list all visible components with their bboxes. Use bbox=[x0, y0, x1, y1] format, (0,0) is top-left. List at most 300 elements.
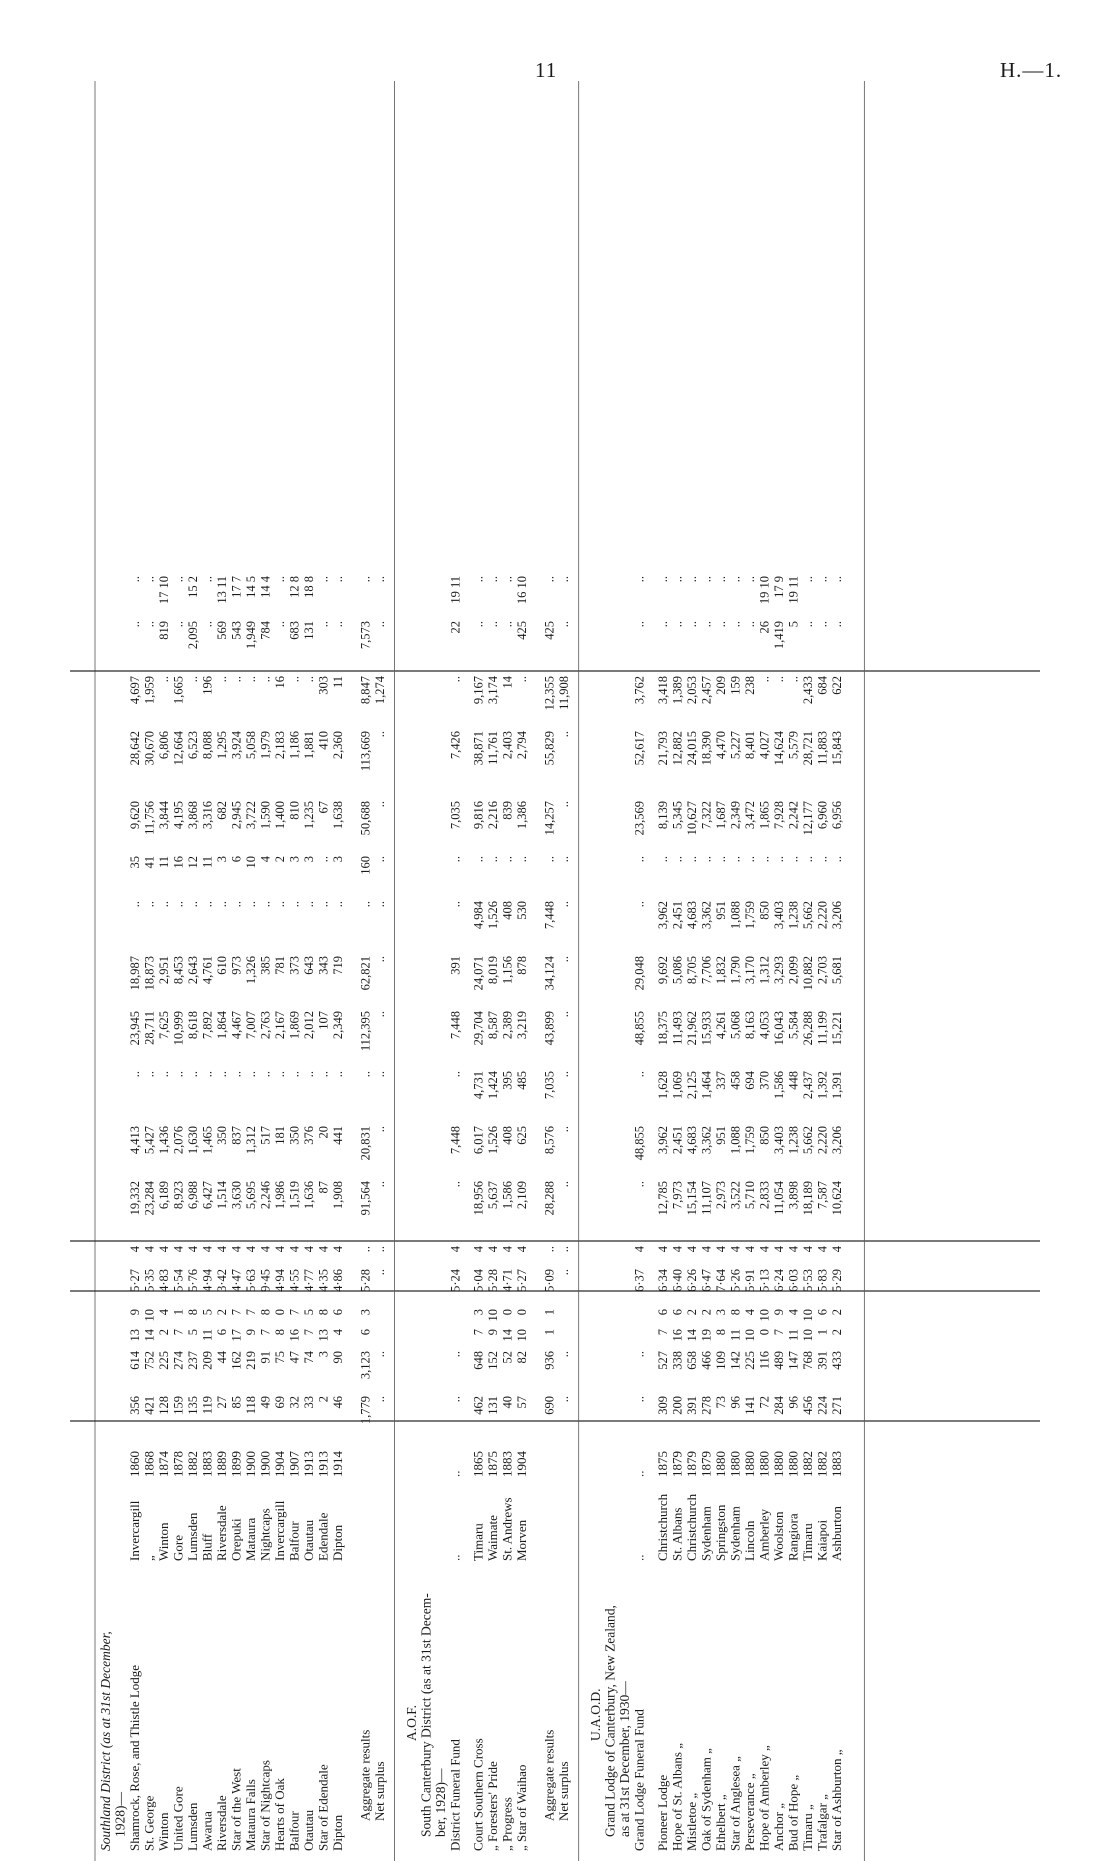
cell-value: 4 bbox=[771, 1246, 786, 1253]
row-name: Pioneer Lodge bbox=[654, 1774, 670, 1851]
cell-value: 18,956 bbox=[471, 1181, 486, 1216]
cell-value: .. bbox=[557, 856, 572, 863]
cell-value: 3,174 bbox=[486, 676, 501, 705]
cell-value: .. bbox=[542, 576, 557, 583]
cell-value: 6·47 bbox=[699, 1269, 714, 1292]
cell-value: 141 bbox=[742, 1396, 757, 1415]
cell-value: .. bbox=[728, 856, 743, 863]
row-year: 1880 bbox=[741, 1451, 757, 1477]
cell-value: .. bbox=[229, 1071, 244, 1078]
section-title: as at 31st December, 1930— bbox=[617, 1681, 633, 1837]
statistics-table bbox=[0, 81, 1040, 1861]
cell-value: 6·26 bbox=[684, 1269, 699, 1292]
row-place: St. Andrews bbox=[499, 1497, 515, 1561]
cell-value: .. bbox=[128, 1071, 142, 1078]
cell-value: 6 bbox=[229, 856, 244, 863]
cell-value: 33 bbox=[302, 1396, 316, 1409]
cell-value: 90 bbox=[331, 1351, 345, 1364]
row-year: 1913 bbox=[315, 1451, 331, 1477]
cell-value: 28,721 bbox=[800, 731, 815, 766]
cell-value: .. bbox=[358, 901, 373, 908]
cell-value: 6,427 bbox=[200, 1181, 215, 1210]
cell-value: 1,636 bbox=[302, 1181, 316, 1210]
cell-value: 752 bbox=[142, 1351, 157, 1370]
cell-value: 91 bbox=[258, 1351, 273, 1364]
cell-value: .. bbox=[373, 1269, 388, 1276]
cell-value: 1,949 bbox=[244, 621, 258, 650]
cell-value: 5,710 bbox=[742, 1181, 757, 1210]
cell-value: .. bbox=[670, 576, 685, 583]
cell-value: 128 bbox=[157, 1396, 171, 1415]
cell-value: 527 bbox=[655, 1351, 670, 1370]
rotated-table-container bbox=[0, 81, 1040, 1861]
row-place: Sydenham bbox=[727, 1506, 743, 1561]
cell-value: 1,881 bbox=[302, 731, 316, 760]
cell-value: 48,855 bbox=[632, 1126, 647, 1161]
cell-value: 1,464 bbox=[699, 1071, 714, 1100]
cell-value: 19,332 bbox=[128, 1181, 142, 1216]
cell-value: .. bbox=[331, 901, 345, 908]
cell-value: .. bbox=[200, 576, 215, 583]
cell-value: 850 bbox=[757, 1126, 772, 1145]
cell-value: .. bbox=[655, 621, 670, 628]
cell-value: 694 bbox=[742, 1071, 757, 1090]
cell-value: 4 bbox=[273, 1246, 287, 1253]
cell-value: 5 bbox=[786, 621, 801, 628]
cell-value: 271 bbox=[829, 1396, 844, 1415]
cell-value: 421 bbox=[142, 1396, 157, 1415]
cell-value: 7,587 bbox=[815, 1181, 830, 1210]
cell-value: .. bbox=[273, 901, 287, 908]
cell-value: 11 bbox=[786, 1329, 801, 1342]
cell-value: 3,844 bbox=[157, 801, 171, 830]
row-place: Orepuki bbox=[228, 1518, 244, 1561]
cell-value: .. bbox=[771, 676, 786, 683]
cell-value: 4 bbox=[258, 1246, 273, 1253]
cell-value: 9 bbox=[244, 1329, 258, 1336]
cell-value: 5·63 bbox=[244, 1269, 258, 1292]
cell-value: 4·47 bbox=[229, 1269, 244, 1292]
section-title: 1928)— bbox=[112, 1792, 128, 1837]
cell-value: 433 bbox=[829, 1351, 844, 1370]
cell-value: 5·24 bbox=[448, 1269, 463, 1292]
cell-value: 11 bbox=[331, 676, 345, 689]
cell-value: 12 bbox=[186, 856, 200, 869]
cell-value: 27 bbox=[215, 1396, 229, 1409]
cell-value: 1,392 bbox=[815, 1071, 830, 1100]
cell-value: 1,586 bbox=[771, 1071, 786, 1100]
cell-value: .. bbox=[215, 676, 229, 683]
row-year: 1889 bbox=[214, 1451, 229, 1477]
row-place: Springston bbox=[712, 1504, 728, 1561]
cell-value: .. bbox=[557, 801, 572, 808]
cell-value: 15,154 bbox=[684, 1181, 699, 1216]
row-place: Rangiora bbox=[785, 1513, 801, 1561]
cell-value: 142 bbox=[728, 1351, 743, 1370]
cell-value: 3,722 bbox=[244, 801, 258, 830]
cell-value: 11,756 bbox=[142, 801, 157, 835]
cell-value: 7,035 bbox=[448, 801, 463, 830]
cell-value: 1,908 bbox=[331, 1181, 345, 1210]
cell-value: 1,864 bbox=[215, 1011, 229, 1040]
row-year: 1883 bbox=[199, 1451, 215, 1477]
row-name: Star of the West bbox=[228, 1768, 244, 1851]
cell-value: .. bbox=[258, 1071, 273, 1078]
cell-value: 4,761 bbox=[200, 956, 215, 985]
cell-value: 1,088 bbox=[728, 1126, 743, 1155]
cell-value: 8,923 bbox=[171, 1181, 186, 1210]
cell-value: 109 bbox=[713, 1351, 728, 1370]
cell-value: 4,261 bbox=[713, 1011, 728, 1040]
cell-value: .. bbox=[670, 856, 685, 863]
cell-value: 0 bbox=[757, 1329, 772, 1336]
cell-value: .. bbox=[632, 1181, 647, 1188]
row-year: 1879 bbox=[698, 1451, 714, 1477]
cell-value: 1,069 bbox=[670, 1071, 685, 1100]
cell-value: 1,436 bbox=[157, 1126, 171, 1155]
cell-value: 16 bbox=[287, 1329, 302, 1342]
cell-value: 19 11 bbox=[448, 576, 463, 604]
row-year: 1880 bbox=[785, 1451, 801, 1477]
cell-value: 2,076 bbox=[171, 1126, 186, 1155]
cell-value: .. bbox=[373, 901, 388, 908]
cell-value: 5,662 bbox=[800, 901, 815, 930]
cell-value: 441 bbox=[331, 1126, 345, 1145]
cell-value: 2,389 bbox=[500, 1011, 515, 1040]
cell-value: 26,288 bbox=[800, 1011, 815, 1046]
cell-value: .. bbox=[128, 901, 142, 908]
cell-value: 4 bbox=[287, 1246, 302, 1253]
cell-value: 10,624 bbox=[829, 1181, 844, 1216]
row-name: Star of Edendale bbox=[315, 1764, 331, 1851]
cell-value: 1,526 bbox=[486, 901, 501, 930]
cell-value: 181 bbox=[273, 1126, 287, 1145]
cell-value: 28,288 bbox=[542, 1181, 557, 1216]
cell-value: 10 bbox=[742, 1329, 757, 1342]
cell-value: 28,642 bbox=[128, 731, 142, 766]
cell-value: 8,019 bbox=[486, 956, 501, 985]
row-name: „ Star of Waihao bbox=[514, 1764, 530, 1851]
cell-value: 7,625 bbox=[157, 1011, 171, 1040]
cell-value: 9 bbox=[771, 1309, 786, 1316]
row-name: Mataura Falls bbox=[243, 1779, 258, 1851]
cell-value: .. bbox=[373, 1071, 388, 1078]
cell-value: 376 bbox=[302, 1126, 316, 1145]
cell-value: 3·42 bbox=[215, 1269, 229, 1292]
cell-value: 82 bbox=[515, 1351, 530, 1364]
cell-value: 3,762 bbox=[632, 676, 647, 705]
row-year: 1865 bbox=[470, 1451, 486, 1477]
row-year: 1868 bbox=[141, 1451, 157, 1477]
row-place: Timaru bbox=[470, 1523, 486, 1561]
row-name: Otautau bbox=[301, 1809, 316, 1851]
cell-value: 11 bbox=[728, 1329, 743, 1342]
cell-value: 5,058 bbox=[244, 731, 258, 760]
cell-value: .. bbox=[373, 1011, 388, 1018]
cell-value: 6 bbox=[331, 1309, 345, 1316]
cell-value: 28,711 bbox=[142, 1011, 157, 1045]
cell-value: 4 bbox=[699, 1246, 714, 1253]
cell-value: .. bbox=[486, 621, 501, 628]
cell-value: 75 bbox=[273, 1351, 287, 1364]
cell-value: 2 bbox=[829, 1309, 844, 1316]
cell-value: .. bbox=[200, 1071, 215, 1078]
cell-value: 350 bbox=[215, 1126, 229, 1145]
cell-value: 38,871 bbox=[471, 731, 486, 766]
cell-value: .. bbox=[728, 576, 743, 583]
cell-value: 425 bbox=[515, 621, 530, 640]
cell-value: 408 bbox=[500, 1126, 515, 1145]
cell-value: 35 bbox=[128, 856, 142, 869]
cell-value: 10 bbox=[800, 1329, 815, 1342]
row-name: United Gore bbox=[170, 1786, 186, 1851]
cell-value: 14,624 bbox=[771, 731, 786, 766]
cell-value: 2,403 bbox=[500, 731, 515, 760]
cell-value: 4,467 bbox=[229, 1011, 244, 1040]
cell-value: 219 bbox=[244, 1351, 258, 1370]
cell-value: 517 bbox=[258, 1126, 273, 1145]
cell-value: .. bbox=[684, 621, 699, 628]
cell-value: 410 bbox=[316, 731, 331, 750]
cell-value: 2,109 bbox=[515, 1181, 530, 1210]
cell-value: 131 bbox=[302, 621, 316, 640]
cell-value: 385 bbox=[258, 956, 273, 975]
row-name: St. George bbox=[141, 1795, 157, 1851]
cell-value: .. bbox=[829, 856, 844, 863]
cell-value: 2,099 bbox=[786, 956, 801, 985]
row-year: 1904 bbox=[272, 1451, 287, 1477]
cell-value: 356 bbox=[128, 1396, 142, 1415]
cell-value: 2,643 bbox=[186, 956, 200, 985]
cell-value: .. bbox=[157, 676, 171, 683]
cell-value: 52 bbox=[500, 1351, 515, 1364]
cell-value: 5,681 bbox=[829, 956, 844, 985]
cell-value: .. bbox=[142, 1071, 157, 1078]
cell-value: 395 bbox=[500, 1071, 515, 1090]
cell-value: 135 bbox=[186, 1396, 200, 1415]
cell-value: 4,027 bbox=[757, 731, 772, 760]
row-place: St. Albans bbox=[669, 1507, 685, 1561]
cell-value: 72 bbox=[757, 1396, 772, 1409]
cell-value: .. bbox=[486, 576, 501, 583]
row-name: Star of Ashburton „ bbox=[828, 1749, 844, 1851]
cell-value: 5·53 bbox=[800, 1269, 815, 1292]
cell-value: 0 bbox=[273, 1309, 287, 1316]
cell-value: 6·24 bbox=[771, 1269, 786, 1292]
cell-value: .. bbox=[331, 1071, 345, 1078]
cell-value: 10 bbox=[244, 856, 258, 869]
cell-value: .. bbox=[448, 676, 463, 683]
cell-value: 209 bbox=[713, 676, 728, 695]
cell-value: 17 7 bbox=[229, 576, 244, 598]
cell-value: .. bbox=[171, 576, 186, 583]
row-place: Amberley bbox=[756, 1509, 772, 1561]
cell-value: 2,794 bbox=[515, 731, 530, 760]
cell-value: 15,843 bbox=[829, 731, 844, 766]
cell-value: 458 bbox=[728, 1071, 743, 1090]
row-place: Invercargill bbox=[272, 1500, 287, 1561]
cell-value: .. bbox=[316, 856, 331, 863]
cell-value: 1,759 bbox=[742, 901, 757, 930]
cell-value: .. bbox=[742, 621, 757, 628]
cell-value: 1,389 bbox=[670, 676, 685, 705]
cell-value: 3,403 bbox=[771, 1126, 786, 1155]
row-place: Mataura bbox=[243, 1517, 258, 1561]
row-year: 1913 bbox=[301, 1451, 316, 1477]
cell-value: 784 bbox=[258, 621, 273, 640]
cell-value: 5 bbox=[186, 1329, 200, 1336]
cell-value: 34,124 bbox=[542, 956, 557, 991]
cell-value: 1,586 bbox=[500, 1181, 515, 1210]
row-year: 1883 bbox=[828, 1451, 844, 1477]
section-title: Grand Lodge of Canterbury, New Zealand, bbox=[602, 1605, 618, 1837]
row-name: Perseverance „ bbox=[741, 1773, 757, 1851]
cell-value: 2,125 bbox=[684, 1071, 699, 1100]
cell-value: 622 bbox=[829, 676, 844, 695]
cell-value: .. bbox=[229, 676, 244, 683]
cell-value: .. bbox=[244, 901, 258, 908]
cell-value: 8 bbox=[316, 1309, 331, 1316]
section-title: South Canterbury District (as at 31st Decem- bbox=[418, 1593, 434, 1837]
cell-value: .. bbox=[373, 856, 388, 863]
cell-value: 19 bbox=[699, 1329, 714, 1342]
cell-value: 131 bbox=[486, 1396, 501, 1415]
section-title: ber, 1928)— bbox=[432, 1768, 448, 1837]
cell-value: 1,156 bbox=[500, 956, 515, 985]
cell-value: 4 bbox=[515, 1246, 530, 1253]
cell-value: .. bbox=[142, 901, 157, 908]
cell-value: .. bbox=[186, 1071, 200, 1078]
cell-value: 7,706 bbox=[699, 956, 714, 985]
cell-value: 3,522 bbox=[728, 1181, 743, 1210]
cell-value: .. bbox=[157, 901, 171, 908]
cell-value: 1,238 bbox=[786, 901, 801, 930]
cell-value: .. bbox=[815, 621, 830, 628]
cell-value: .. bbox=[258, 901, 273, 908]
cell-value: 391 bbox=[815, 1351, 830, 1370]
cell-value: 160 bbox=[358, 856, 373, 875]
row-year: 1904 bbox=[514, 1451, 530, 1477]
cell-value: 46 bbox=[331, 1396, 345, 1409]
cell-value: 12,785 bbox=[655, 1181, 670, 1216]
cell-value: 1,326 bbox=[244, 956, 258, 985]
cell-value: .. bbox=[800, 856, 815, 863]
cell-value: 87 bbox=[316, 1181, 331, 1194]
cell-value: 6,956 bbox=[829, 801, 844, 830]
cell-value: .. bbox=[215, 1071, 229, 1078]
row-name: „ Progress bbox=[499, 1797, 515, 1851]
cell-value: 1,419 bbox=[771, 621, 786, 650]
cell-value: 4 bbox=[742, 1246, 757, 1253]
cell-value: .. bbox=[632, 1071, 647, 1078]
cell-value: 47 bbox=[287, 1351, 302, 1364]
row-place: „ bbox=[141, 1555, 157, 1561]
cell-value: 1,979 bbox=[258, 731, 273, 760]
cell-value: 85 bbox=[229, 1396, 244, 1409]
cell-value: 2 bbox=[699, 1309, 714, 1316]
row-year: 1879 bbox=[669, 1451, 685, 1477]
row-name: Ethelbert „ bbox=[712, 1794, 728, 1851]
cell-value: 159 bbox=[171, 1396, 186, 1415]
cell-value: 17 10 bbox=[157, 576, 171, 605]
cell-value: 196 bbox=[200, 676, 215, 695]
cell-value: .. bbox=[632, 576, 647, 583]
cell-value: 3,418 bbox=[655, 676, 670, 705]
cell-value: 7,007 bbox=[244, 1011, 258, 1040]
row-place: Otautau bbox=[301, 1519, 316, 1561]
cell-value: .. bbox=[742, 856, 757, 863]
cell-value: 284 bbox=[771, 1396, 786, 1415]
cell-value: 8,088 bbox=[200, 731, 215, 760]
cell-value: 23,945 bbox=[128, 1011, 142, 1046]
cell-value: 4 bbox=[331, 1329, 345, 1336]
cell-value: 8 bbox=[186, 1309, 200, 1316]
row-year: 1879 bbox=[683, 1451, 699, 1477]
cell-value: .. bbox=[287, 1071, 302, 1078]
cell-value: 6,988 bbox=[186, 1181, 200, 1210]
cell-value: 55,829 bbox=[542, 731, 557, 766]
cell-value: 4 bbox=[786, 1246, 801, 1253]
row-name: Riversdale bbox=[214, 1795, 229, 1851]
row-name: Awarua bbox=[199, 1811, 215, 1851]
cell-value: .. bbox=[171, 901, 186, 908]
total-label: Aggregate results bbox=[357, 1729, 373, 1821]
row-place: Ashburton bbox=[828, 1506, 844, 1561]
cell-value: 456 bbox=[800, 1396, 815, 1415]
cell-value: 41 bbox=[142, 856, 157, 869]
cell-value: 4 bbox=[244, 1246, 258, 1253]
row-year: 1900 bbox=[257, 1451, 273, 1477]
cell-value: 50,688 bbox=[358, 801, 373, 836]
cell-value: .. bbox=[273, 621, 287, 628]
cell-value: 11,493 bbox=[670, 1011, 685, 1045]
cell-value: 3,898 bbox=[786, 1181, 801, 1210]
cell-value: 4 bbox=[316, 1246, 331, 1253]
cell-value: .. bbox=[632, 1351, 647, 1358]
cell-value: 3 bbox=[302, 856, 316, 863]
cell-value: 5·76 bbox=[186, 1269, 200, 1292]
cell-value: 23,284 bbox=[142, 1181, 157, 1216]
cell-value: 2,246 bbox=[258, 1181, 273, 1210]
cell-value: 5·09 bbox=[542, 1269, 557, 1292]
row-place: Winton bbox=[156, 1522, 171, 1561]
cell-value: 4 bbox=[670, 1246, 685, 1253]
cell-value: 6,523 bbox=[186, 731, 200, 760]
cell-value: 2 bbox=[829, 1329, 844, 1336]
cell-value: 5,695 bbox=[244, 1181, 258, 1210]
cell-value: 11,883 bbox=[815, 731, 830, 765]
cell-value: 4 bbox=[815, 1246, 830, 1253]
cell-value: 209 bbox=[200, 1351, 215, 1370]
row-place: Waimate bbox=[485, 1515, 501, 1561]
cell-value: 3,962 bbox=[655, 901, 670, 930]
cell-value: 8,163 bbox=[742, 1011, 757, 1040]
cell-value: 682 bbox=[215, 801, 229, 820]
cell-value: 425 bbox=[542, 621, 557, 640]
cell-value: 2,833 bbox=[757, 1181, 772, 1210]
cell-value: 6 bbox=[655, 1309, 670, 1316]
cell-value: .. bbox=[632, 856, 647, 863]
cell-value: 1,274 bbox=[373, 676, 388, 705]
cell-value: 1,295 bbox=[215, 731, 229, 760]
cell-value: 7 bbox=[655, 1329, 670, 1336]
row-place: Timaru bbox=[799, 1523, 815, 1561]
cell-value: 2,951 bbox=[157, 956, 171, 985]
cell-value: 3 bbox=[287, 856, 302, 863]
cell-value: 4,413 bbox=[128, 1126, 142, 1155]
row-place: Nightcaps bbox=[257, 1508, 273, 1561]
cell-value: .. bbox=[471, 621, 486, 628]
